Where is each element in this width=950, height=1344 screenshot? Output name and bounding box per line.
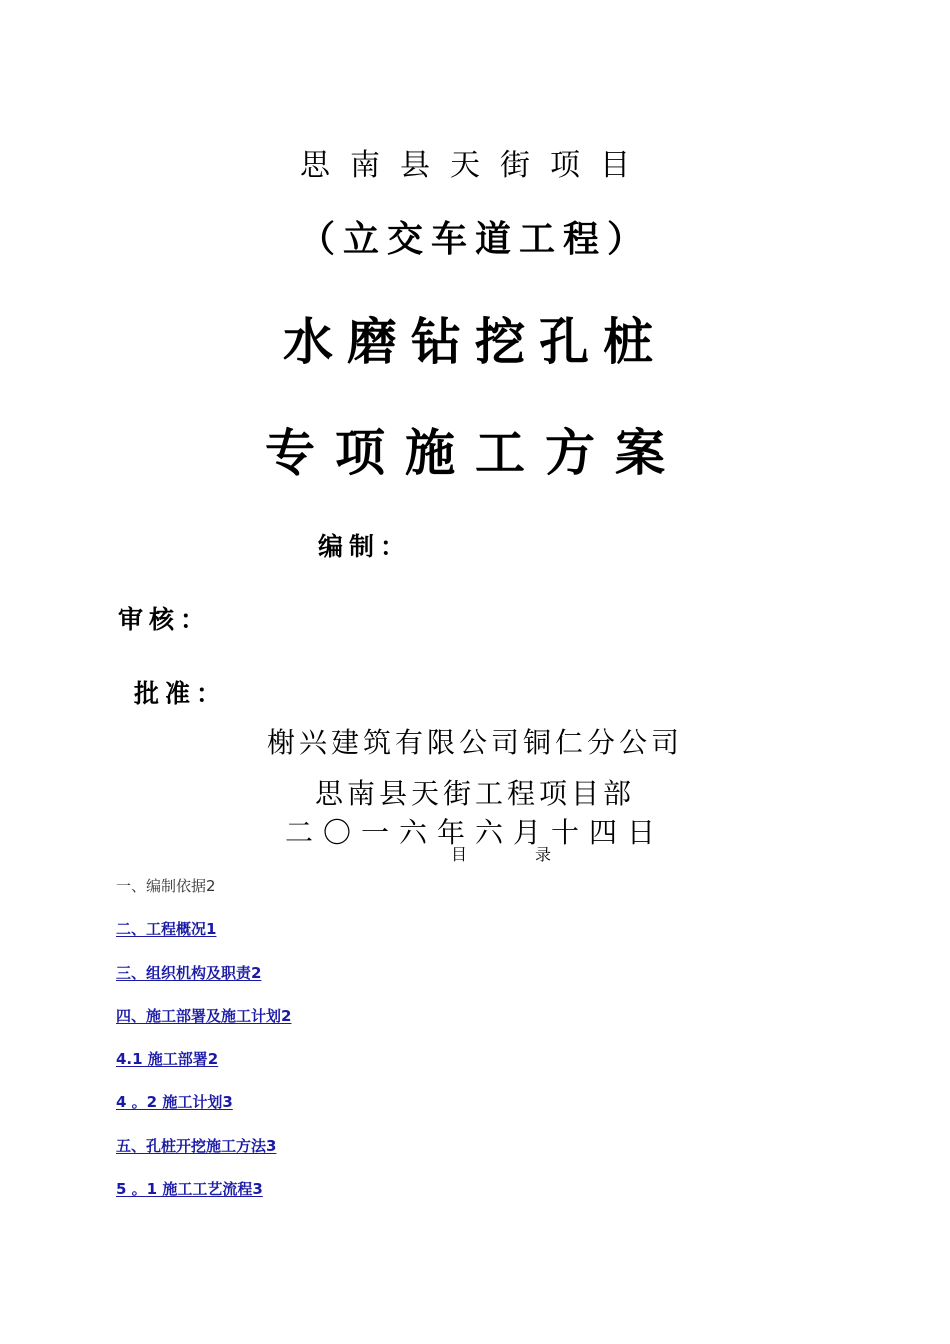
document-date: 二〇一六年六月十四日 [284,816,665,849]
toc-item-5-1[interactable] [116,1177,291,1220]
project-name: 思南县天街项目 [300,148,650,183]
department-name: 思南县天街工程项目部 [314,777,635,810]
toc-link[interactable]: 二、工程概况1 [116,920,217,939]
toc-item-4-2[interactable] [116,1090,291,1133]
document-title-line1: 水磨钻挖孔桩 [283,312,667,371]
toc-item-basis [116,874,291,917]
table-of-contents [116,874,291,1220]
approver-label: 批准： [134,679,228,708]
toc-link[interactable]: 五、孔桩开挖施工方法3 [116,1136,277,1155]
toc-item-label: 一、编制依据2 [116,877,216,895]
toc-link[interactable]: 三、组织机构及职责2 [116,963,262,982]
toc-item-excavation[interactable] [116,1134,291,1177]
toc-item-deployment[interactable] [116,1004,291,1047]
document-title-line2: 专项施工方案 [265,423,685,482]
toc-item-organization[interactable] [116,961,291,1004]
toc-item-overview[interactable] [116,917,291,960]
project-subtitle: （立交车道工程） [298,218,651,260]
toc-title: 目录 [450,845,619,864]
toc-link[interactable]: 4.1 施工部署2 [116,1050,219,1069]
reviewer-label: 审核： [118,605,212,634]
toc-link[interactable]: 5 。1 施工工艺流程3 [116,1180,263,1199]
company-name: 榭兴建筑有限公司铜仁分公司 [266,726,683,759]
toc-link[interactable]: 四、施工部署及施工计划2 [116,1006,292,1025]
compiler-label: 编制： [318,532,412,561]
toc-item-4-1[interactable] [116,1047,291,1090]
toc-link[interactable]: 4 。2 施工计划3 [116,1093,233,1112]
